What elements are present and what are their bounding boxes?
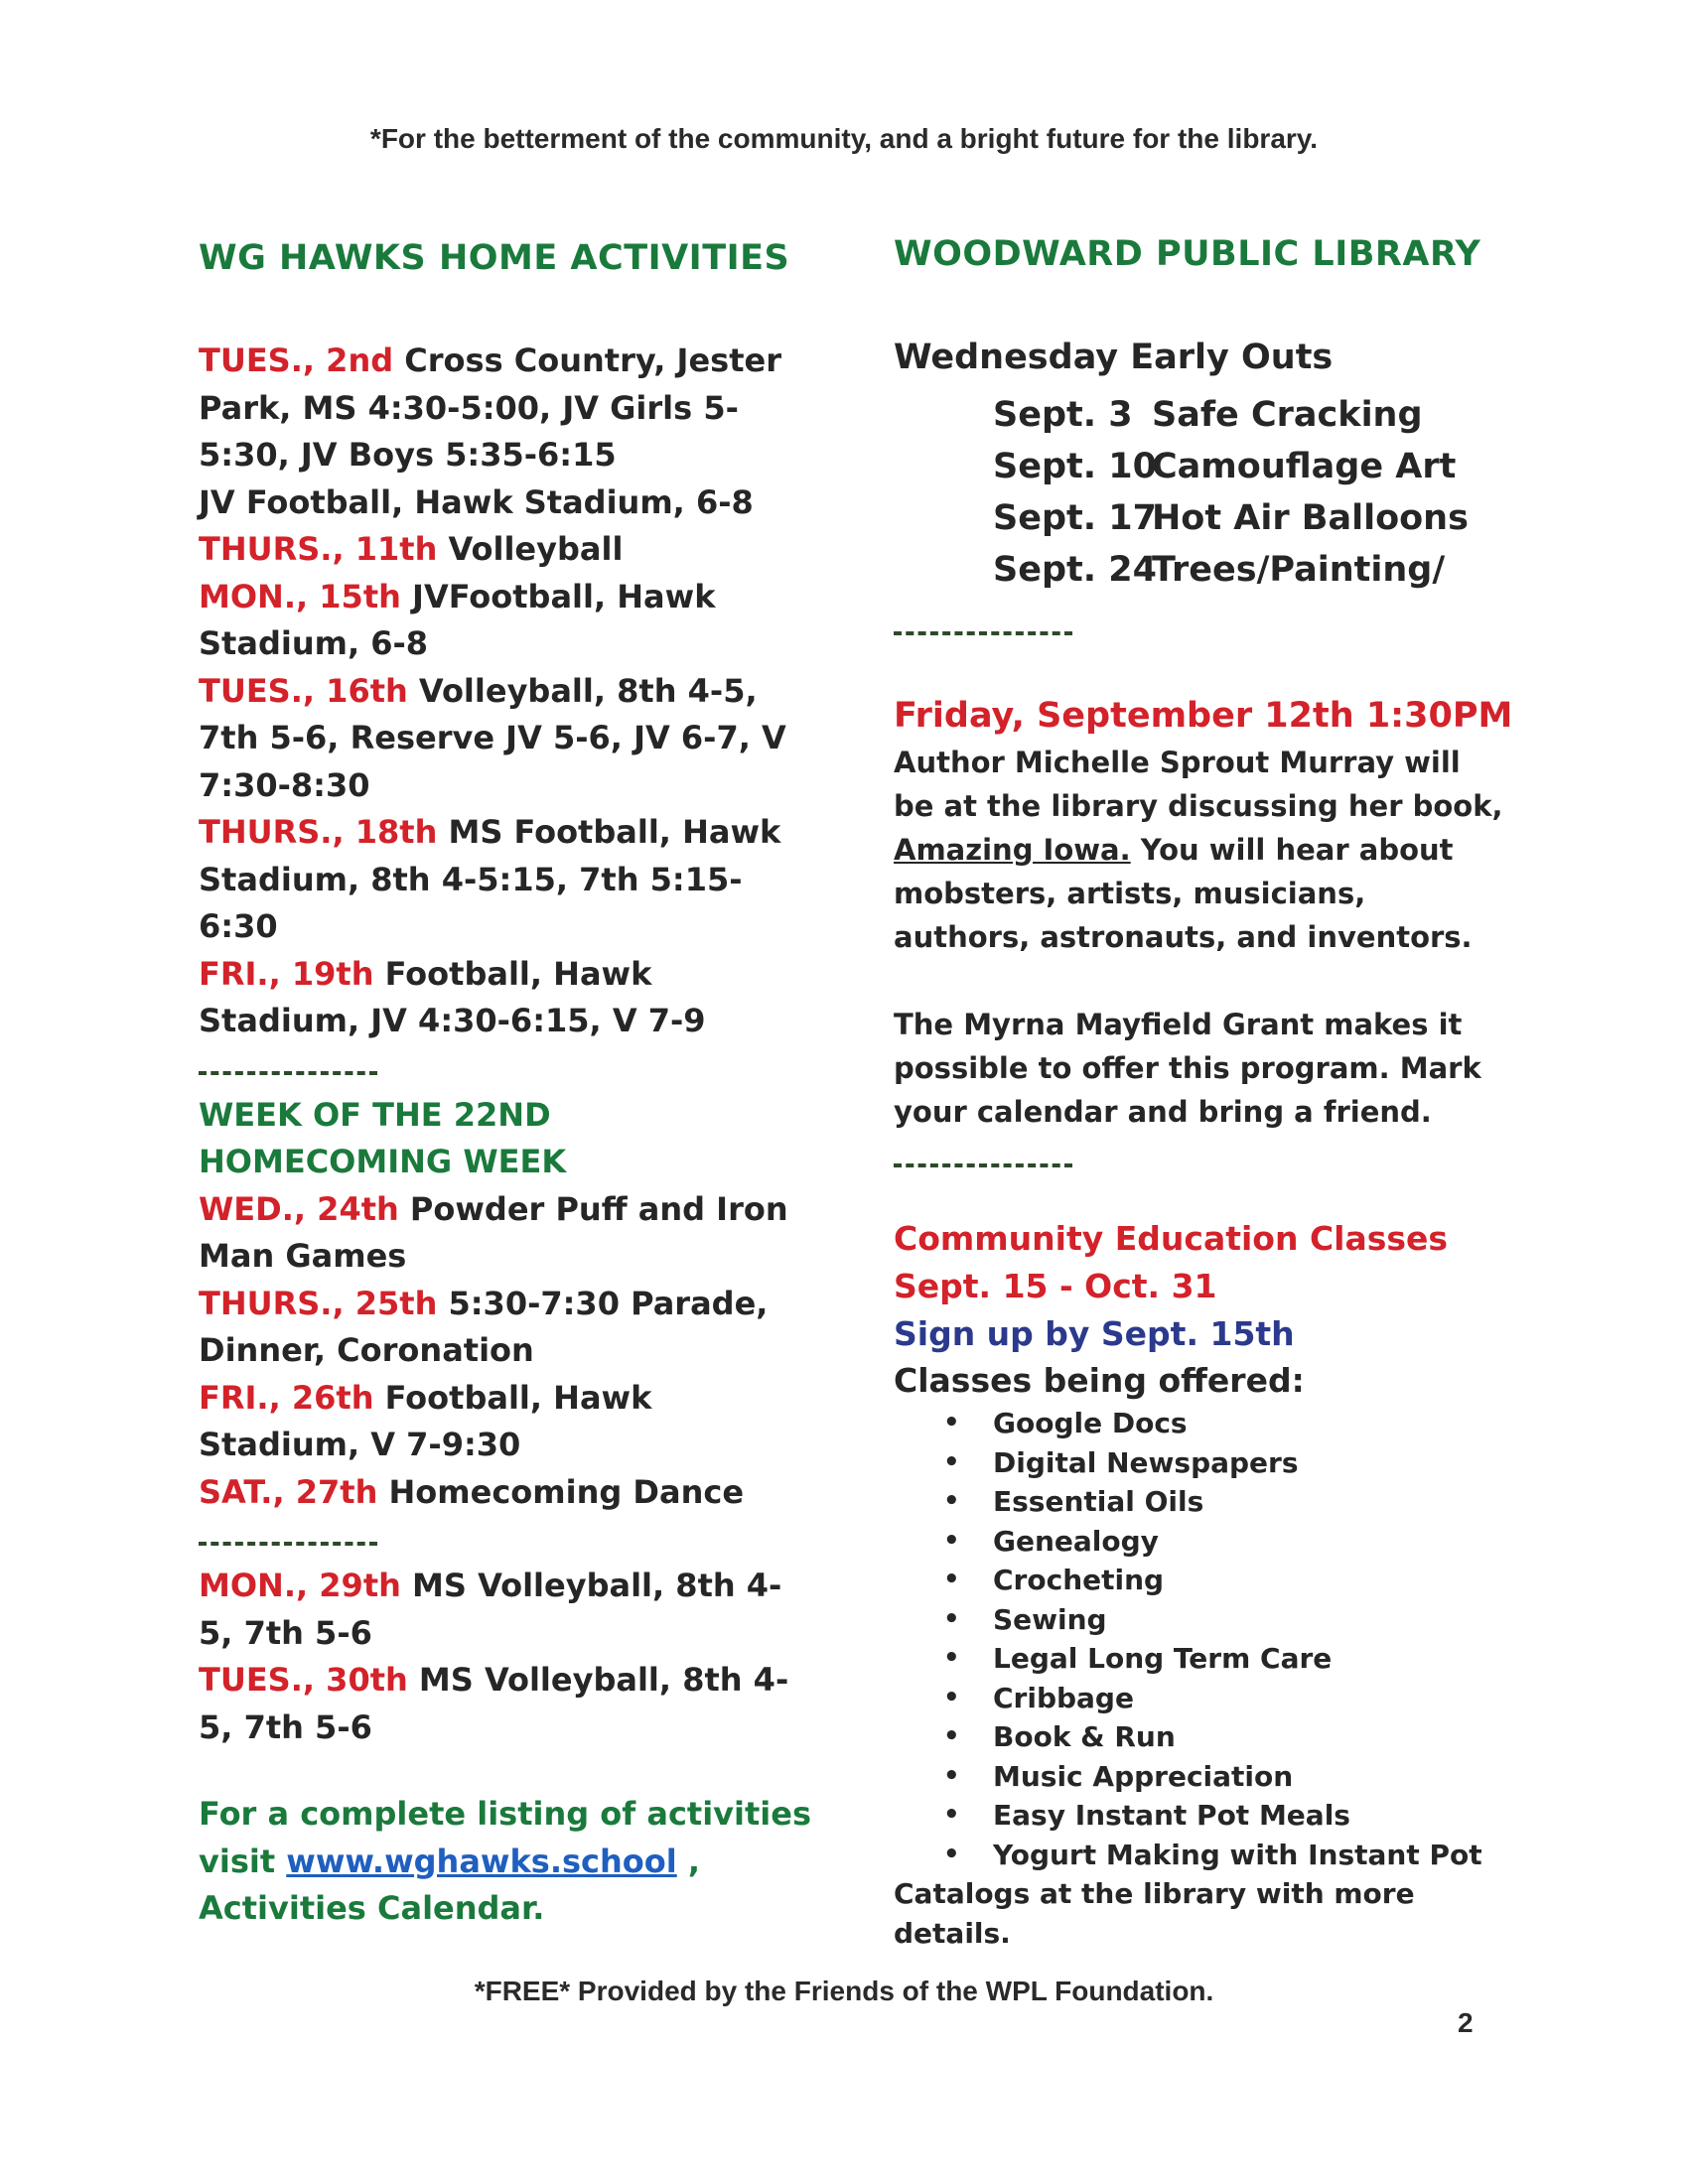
event-text: Powder Puff and Iron Man Games — [199, 1189, 788, 1275]
wghawks-link[interactable]: www.wghawks.school — [286, 1842, 677, 1880]
event-text: Football, Hawk Stadium, JV 4:30-6:15, V 7-9 — [199, 954, 706, 1039]
event-entry — [199, 1563, 814, 1657]
section-divider — [199, 1516, 377, 1563]
event-text: Football, Hawk Stadium, V 7-9:30 — [199, 1378, 652, 1463]
event-entry — [199, 1469, 814, 1517]
feature-text: You will hear about mobsters, artists, musicians, authors, astronauts, and inventors. — [894, 833, 1473, 954]
session-topic: Trees/Painting/ — [1152, 550, 1446, 590]
event-text: Volleyball, 8th 4-5, 7th 5-6, Reserve JV 5-6, JV 6-7, V 7:30-8:30 — [199, 671, 786, 804]
class-item: • Legal Long Term Care — [943, 1639, 1509, 1679]
class-item: • Book & Run — [943, 1717, 1509, 1757]
event-entry — [199, 951, 814, 1045]
session-row — [993, 544, 1529, 596]
event-entry — [199, 526, 814, 574]
session-date: Sept. 24 — [993, 550, 1157, 590]
feature-description — [894, 741, 1509, 959]
event-day: WED., 24th — [199, 1189, 399, 1228]
early-outs-list — [993, 389, 1529, 596]
grant-note: The Myrna Mayfield Grant makes it possible to offer this program. Mark your calendar and bring a friend. — [894, 1008, 1481, 1129]
session-row — [993, 389, 1529, 441]
classes-offered-label: Classes being offered: — [894, 1361, 1305, 1400]
event-day: FRI., 26th — [199, 1378, 374, 1417]
homecoming-subtitle: HOMECOMING WEEK — [199, 1143, 567, 1180]
session-row — [993, 492, 1529, 544]
event-day: THURS., 25th — [199, 1284, 438, 1322]
class-item: • Cribbage — [943, 1679, 1509, 1718]
author-feature — [894, 691, 1513, 1134]
event-entry — [199, 338, 814, 479]
tagline: *For the betterment of the community, and a bright future for the library. — [369, 123, 1319, 154]
class-item: • Sewing — [943, 1600, 1509, 1640]
classes-title: Community Education Classes — [894, 1219, 1449, 1258]
event-day: THURS., 18th — [199, 813, 438, 851]
section-divider — [199, 1045, 377, 1092]
event-text: 5:30-7:30 Parade, Dinner, Coronation — [199, 1284, 769, 1369]
event-text: JVFootball, Hawk Stadium, 6-8 — [199, 577, 716, 662]
event-day: TUES., 30th — [199, 1661, 408, 1699]
event-text: Volleyball — [437, 530, 624, 568]
activities-list — [199, 338, 814, 1933]
class-item: • Easy Instant Pot Meals — [943, 1796, 1509, 1836]
section-divider — [894, 1138, 1072, 1184]
page-number: 2 — [1458, 2007, 1474, 2038]
event-text: MS Football, Hawk Stadium, 8th 4-5:15, 7th 5:15-6:30 — [199, 813, 781, 945]
session-topic: Hot Air Balloons — [1152, 498, 1469, 538]
week-title: WEEK OF THE 22ND — [199, 1095, 551, 1134]
event-entry — [199, 668, 814, 810]
community-classes — [894, 1215, 1509, 1954]
event-text: MS Volleyball, 8th 4-5, 7th 5-6 — [199, 1567, 782, 1652]
session-row — [993, 441, 1529, 492]
closing-visit-line — [199, 1839, 814, 1886]
link-suffix: , — [676, 1842, 700, 1880]
book-title: Amazing Iowa. — [894, 833, 1131, 867]
classes-list — [894, 1404, 1509, 1874]
session-date: Sept. 17 — [993, 498, 1157, 538]
hawks-activities-heading: WG HAWKS HOME ACTIVITIES — [199, 238, 790, 278]
event-day: THURS., 11th — [199, 530, 438, 568]
event-text: JV Football, Hawk Stadium, 6-8 — [199, 482, 754, 521]
feature-title: Friday, September 12th 1:30PM — [894, 696, 1513, 736]
event-day: SAT., 27th — [199, 1472, 378, 1511]
class-item: • Google Docs — [943, 1404, 1509, 1443]
footer-note: *FREE* Provided by the Friends of the WPL Foundation. — [474, 1976, 1214, 2006]
class-item: • Digital Newspapers — [943, 1443, 1509, 1483]
event-entry — [199, 1657, 814, 1751]
closing-calendar: Activities Calendar. — [199, 1889, 545, 1927]
early-outs-title: Wednesday Early Outs — [894, 338, 1334, 377]
catalog-note: Catalogs at the library with more details. — [894, 1877, 1415, 1950]
closing-line: For a complete listing of activities — [199, 1795, 812, 1833]
event-day: MON., 29th — [199, 1567, 401, 1604]
library-heading: WOODWARD PUBLIC LIBRARY — [894, 234, 1481, 274]
section-divider — [894, 606, 1072, 652]
event-text: Homecoming Dance — [377, 1472, 745, 1511]
class-item: • Essential Oils — [943, 1482, 1509, 1522]
event-text: MS Volleyball, 8th 4-5, 7th 5-6 — [199, 1661, 789, 1746]
feature-text: Author Michelle Sprout Murray will be at the library discussing her book, — [894, 746, 1503, 823]
class-item: • Genealogy — [943, 1522, 1509, 1562]
event-entry — [199, 1281, 814, 1375]
class-item: • Crocheting — [943, 1561, 1509, 1600]
event-entry — [199, 809, 814, 951]
class-item: • Yogurt Making with Instant Pot — [943, 1836, 1509, 1875]
signup-deadline: Sign up by Sept. 15th — [894, 1314, 1295, 1353]
event-entry — [199, 479, 814, 527]
event-entry — [199, 1375, 814, 1469]
visit-text: visit — [199, 1842, 287, 1880]
event-day: TUES., 16th — [199, 671, 408, 710]
event-entry — [199, 1186, 814, 1281]
event-day: MON., 15th — [199, 577, 401, 615]
class-item: • Music Appreciation — [943, 1757, 1509, 1797]
event-day: FRI., 19th — [199, 954, 374, 993]
session-date: Sept. 3 — [993, 395, 1133, 435]
event-entry — [199, 574, 814, 668]
session-topic: Camouflage Art — [1152, 447, 1457, 486]
session-date: Sept. 10 — [993, 447, 1157, 486]
event-text: Cross Country, Jester Park, MS 4:30-5:00, JV Girls 5-5:30, JV Boys 5:35-6:15 — [199, 341, 781, 474]
session-topic: Safe Cracking — [1152, 395, 1423, 435]
event-day: TUES., 2nd — [199, 341, 394, 379]
classes-dates: Sept. 15 - Oct. 31 — [894, 1267, 1217, 1305]
